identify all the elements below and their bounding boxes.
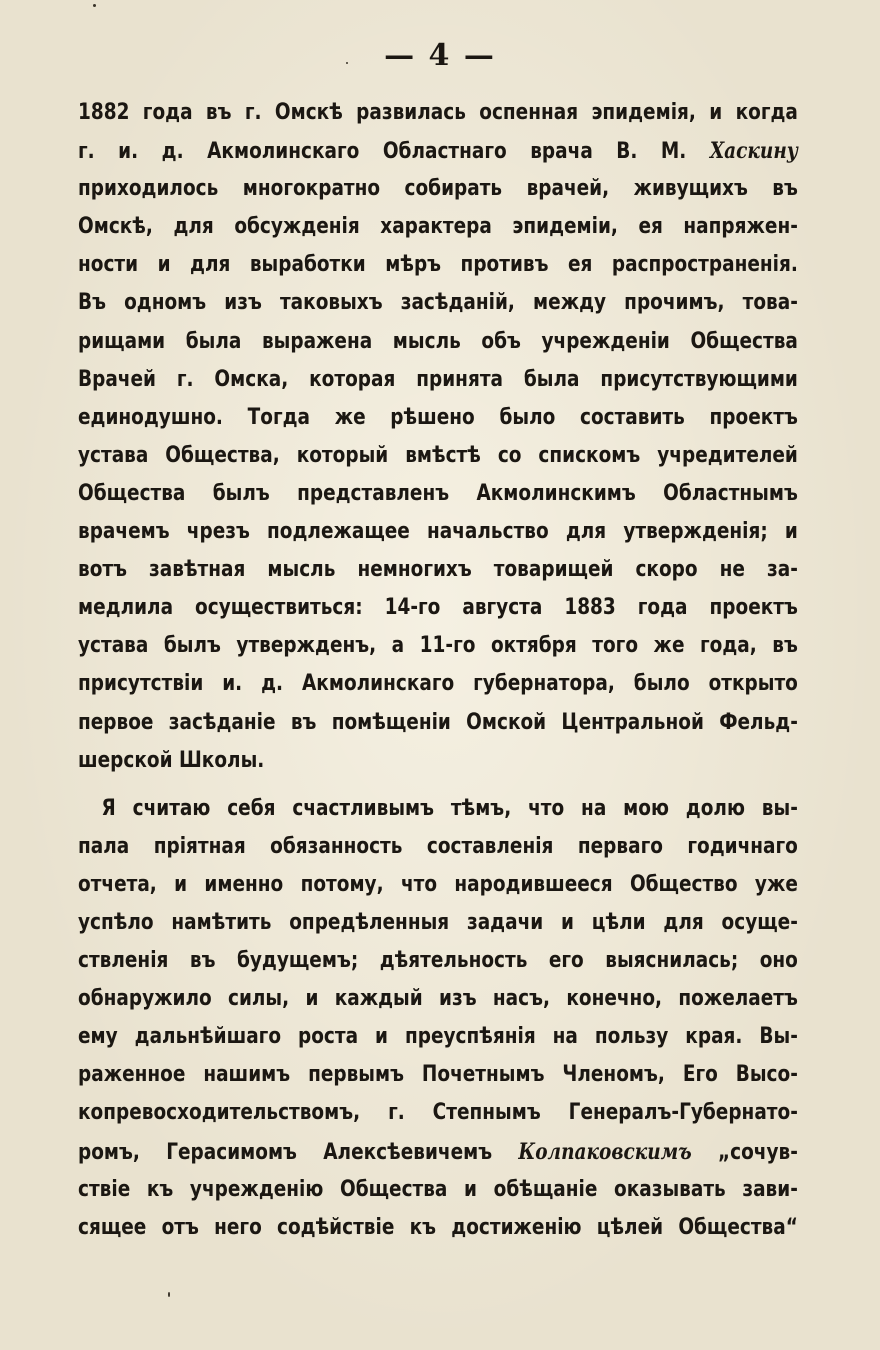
text-line: ности и для выработки мѣръ противъ ея распространенія.: [78, 252, 798, 278]
text-line: пала пріятная обязанность составленія перваго годичнаго: [78, 833, 798, 859]
text-line: Общества былъ представленъ Акмолинскимъ Областнымъ: [78, 480, 798, 506]
print-speck: [168, 1292, 170, 1297]
text-line: копревосходительствомъ, г. Степнымъ Генералъ-Губернато-: [78, 1100, 798, 1126]
text-line: шерской Школы.: [78, 747, 265, 773]
text-line: рищами была выражена мысль объ учрежденіи Общества: [78, 328, 798, 354]
text-line: обнаружило силы, и каждый изъ насъ, конечно, пожелаетъ: [78, 986, 798, 1012]
text-line: устава былъ утвержденъ, а 11-го октября того же года, въ: [78, 633, 798, 659]
paragraph-2: [78, 790, 798, 1247]
text-line: ромъ, Герасимомъ Алексѣевичемъ Колпаковскимъ „сочув-: [78, 1138, 798, 1165]
text-line: Въ одномъ изъ таковыхъ засѣданій, между прочимъ, това-: [78, 290, 798, 316]
text-line: приходилось многократно собирать врачей, живущихъ въ: [78, 176, 798, 202]
text-line: раженное нашимъ первымъ Почетнымъ Членомъ, Его Высо-: [78, 1062, 798, 1088]
text-line: ствленія въ будущемъ; дѣятельность его выяснилась; оно: [78, 948, 798, 974]
text-line: первое засѣданіе въ помѣщеніи Омской Центральной Фельд-: [78, 709, 798, 735]
text-line: врачемъ чрезъ подлежащее начальство для утвержденія; и: [78, 519, 798, 545]
text-line: устава Общества, который вмѣстѣ со спискомъ учредителей: [78, 442, 798, 468]
paragraph-1: [78, 94, 798, 780]
text-line: 1882 года въ г. Омскѣ развилась оспенная эпидемія, и когда: [78, 100, 798, 125]
text-line: отчета, и именно потому, что народившееся Общество уже: [78, 871, 798, 897]
print-speck: [93, 4, 96, 7]
text-line: успѣло намѣтить опредѣленныя задачи и цѣли для осуще-: [78, 909, 798, 935]
text-line: Омскѣ, для обсужденія характера эпидеміи, ея напряжен-: [78, 214, 798, 240]
text-line: присутствіи и. д. Акмолинскаго губернатора, было открыто: [78, 671, 798, 697]
emphasized-name: Хаскину: [709, 138, 798, 165]
text-line: г. и. д. Акмолинскаго Областнаго врача В. М. Хаскину: [78, 138, 798, 165]
text-line: вотъ завѣтная мысль немногихъ товарищей скоро не за-: [78, 557, 798, 583]
text-line: Я считаю себя счастливымъ тѣмъ, что на мою долю вы-: [101, 795, 798, 821]
text-line: ему дальнѣйшаго роста и преуспѣянія на пользу края. Вы-: [78, 1024, 798, 1050]
text-line: единодушно. Тогда же рѣшено было составить проектъ: [78, 404, 798, 430]
text-line: Врачей г. Омска, которая принята была присутствующими: [78, 366, 798, 392]
page-number: — 4 —: [384, 38, 496, 73]
text-line: ствіе къ учрежденію Общества и обѣщаніе оказывать зави-: [78, 1176, 798, 1202]
text-line: сящее отъ него содѣйствіе къ достиженію цѣлей Общества“: [78, 1214, 798, 1240]
text-line: медлила осуществиться: 14-го августа 1883 года проектъ: [78, 595, 798, 621]
emphasized-name: Колпаковскимъ: [518, 1138, 692, 1165]
body-text: [78, 94, 798, 1247]
